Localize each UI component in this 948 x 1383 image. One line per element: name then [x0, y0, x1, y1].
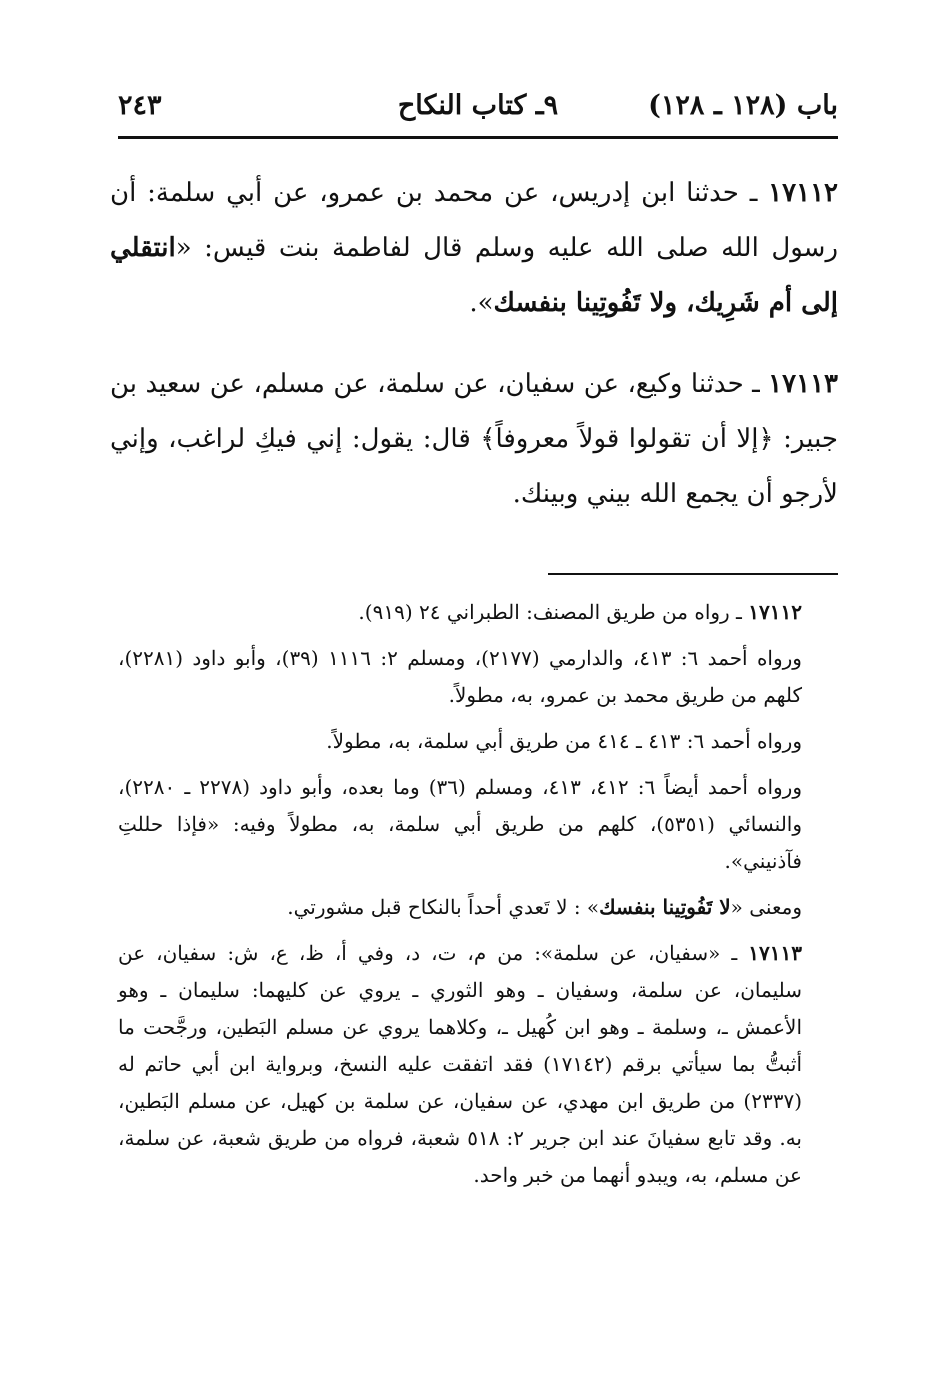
- footnotes: [118, 594, 838, 1203]
- running-header: [118, 82, 838, 134]
- footnote-number: ١٧١١٢: [748, 600, 802, 624]
- footnote-quote: لا تَفُوتِينا بنفسك: [599, 895, 731, 919]
- hadith-17113: [110, 357, 838, 522]
- footnote-text: ـ «سفيان، عن سلمة»: من م، ت، د، وفي أ، ظ، ع، ش: سفيان، عن سليمان، عن سلمة، وسفيان ـ وهو الثوري ـ يروي عن كليهما: سليمان ـ وهو الأعمش ـ، وسلمة ـ وهو ابن كُهيل ـ، وكلاهما يروي عن مسلم البَطين، ورجَّحت ما أثبتُّ بما سيأتي برقم (١٧١٤٢) فقد اتفقت عليه النسخ، وبرواية ابن أبي حاتم له (٢٣٣٧) من طريق ابن مهدي، عن سفيان، عن سلمة بن كهيل، عن مسلم البَطين، به. وقد تابع سفيانَ عند ابن جرير ٢: ٥١٨ شعبة، فرواه من طريق شعبة، عن سلمة، عن مسلم، به، ويبدو أنهما من خبر واحد.: [118, 941, 803, 1187]
- main-text: [110, 166, 838, 548]
- footnote-paragraph: ورواه أحمد ٦: ٤١٣ ـ ٤١٤ من طريق أبي سلمة، به، مطولاً.: [326, 729, 802, 753]
- header-rule: [118, 136, 838, 139]
- footnote-17113: [118, 935, 838, 1194]
- footnote-separator: [548, 573, 838, 575]
- chapter-range: باب (١٢٨ ـ ١٢٨): [648, 90, 838, 121]
- hadith-number: ١٧١١٣: [768, 369, 838, 399]
- footnote-number: ١٧١١٣: [748, 941, 802, 965]
- footnote-text-end: » : لا تَعدي أحداً بالنكاح قبل مشورتي.: [287, 895, 600, 919]
- footnote-paragraph: ورواه أحمد أيضاً ٦: ٤١٢، ٤١٣، ومسلم (٣٦) وما بعده، وأبو داود (٢٢٧٨ ـ ٢٢٨٠)، والنسائي (٥٣٥١)، كلهم من طريق أبي سلمة، به، مطولاً وفيه: «فإذا حللتِ فآذنيني».: [118, 775, 802, 873]
- hadith-text: ـ حدثنا ابن إدريس، عن محمد بن عمرو، عن أبي سلمة: أن رسول الله صلى الله عليه وسلم قال لفاطمة بنت قيس: «: [110, 178, 838, 263]
- hadith-quote: انتقلي إلى أم شَرِيك، ولا تَفُوتِينا بنفسك: [110, 233, 838, 318]
- footnote-text: ـ رواه من طريق المصنف: الطبراني ٢٤ (٩١٩).: [358, 600, 749, 624]
- footnote-paragraph: ورواه أحمد ٦: ٤١٣، والدارمي (٢١٧٧)، ومسلم ٢: ١١١٦ (٣٩)، وأبو داود (٢٢٨١)، كلهم من طريق محمد بن عمرو، به، مطولاً.: [118, 646, 802, 707]
- hadith-17112: [110, 166, 838, 331]
- page-number: ٢٤٣: [118, 90, 162, 121]
- footnote-17112: [118, 594, 838, 631]
- hadith-text: ـ حدثنا وكيع، عن سفيان، عن سلمة، عن مسلم، عن سعيد بن جبير: ﴿إلا أن تقولوا قولاً معروفاً﴾ قال: يقول: إني فيكِ لراغب، وإني لأرجو أن يجمع الله بيني وبينك.: [110, 369, 838, 509]
- hadith-number: ١٧١١٢: [768, 178, 838, 208]
- book-title: ٩ـ كتاب النكاح: [397, 90, 559, 121]
- hadith-text-end: ».: [469, 288, 494, 318]
- footnote-text: ومعنى «: [730, 895, 802, 919]
- footnote-meaning: [118, 889, 838, 926]
